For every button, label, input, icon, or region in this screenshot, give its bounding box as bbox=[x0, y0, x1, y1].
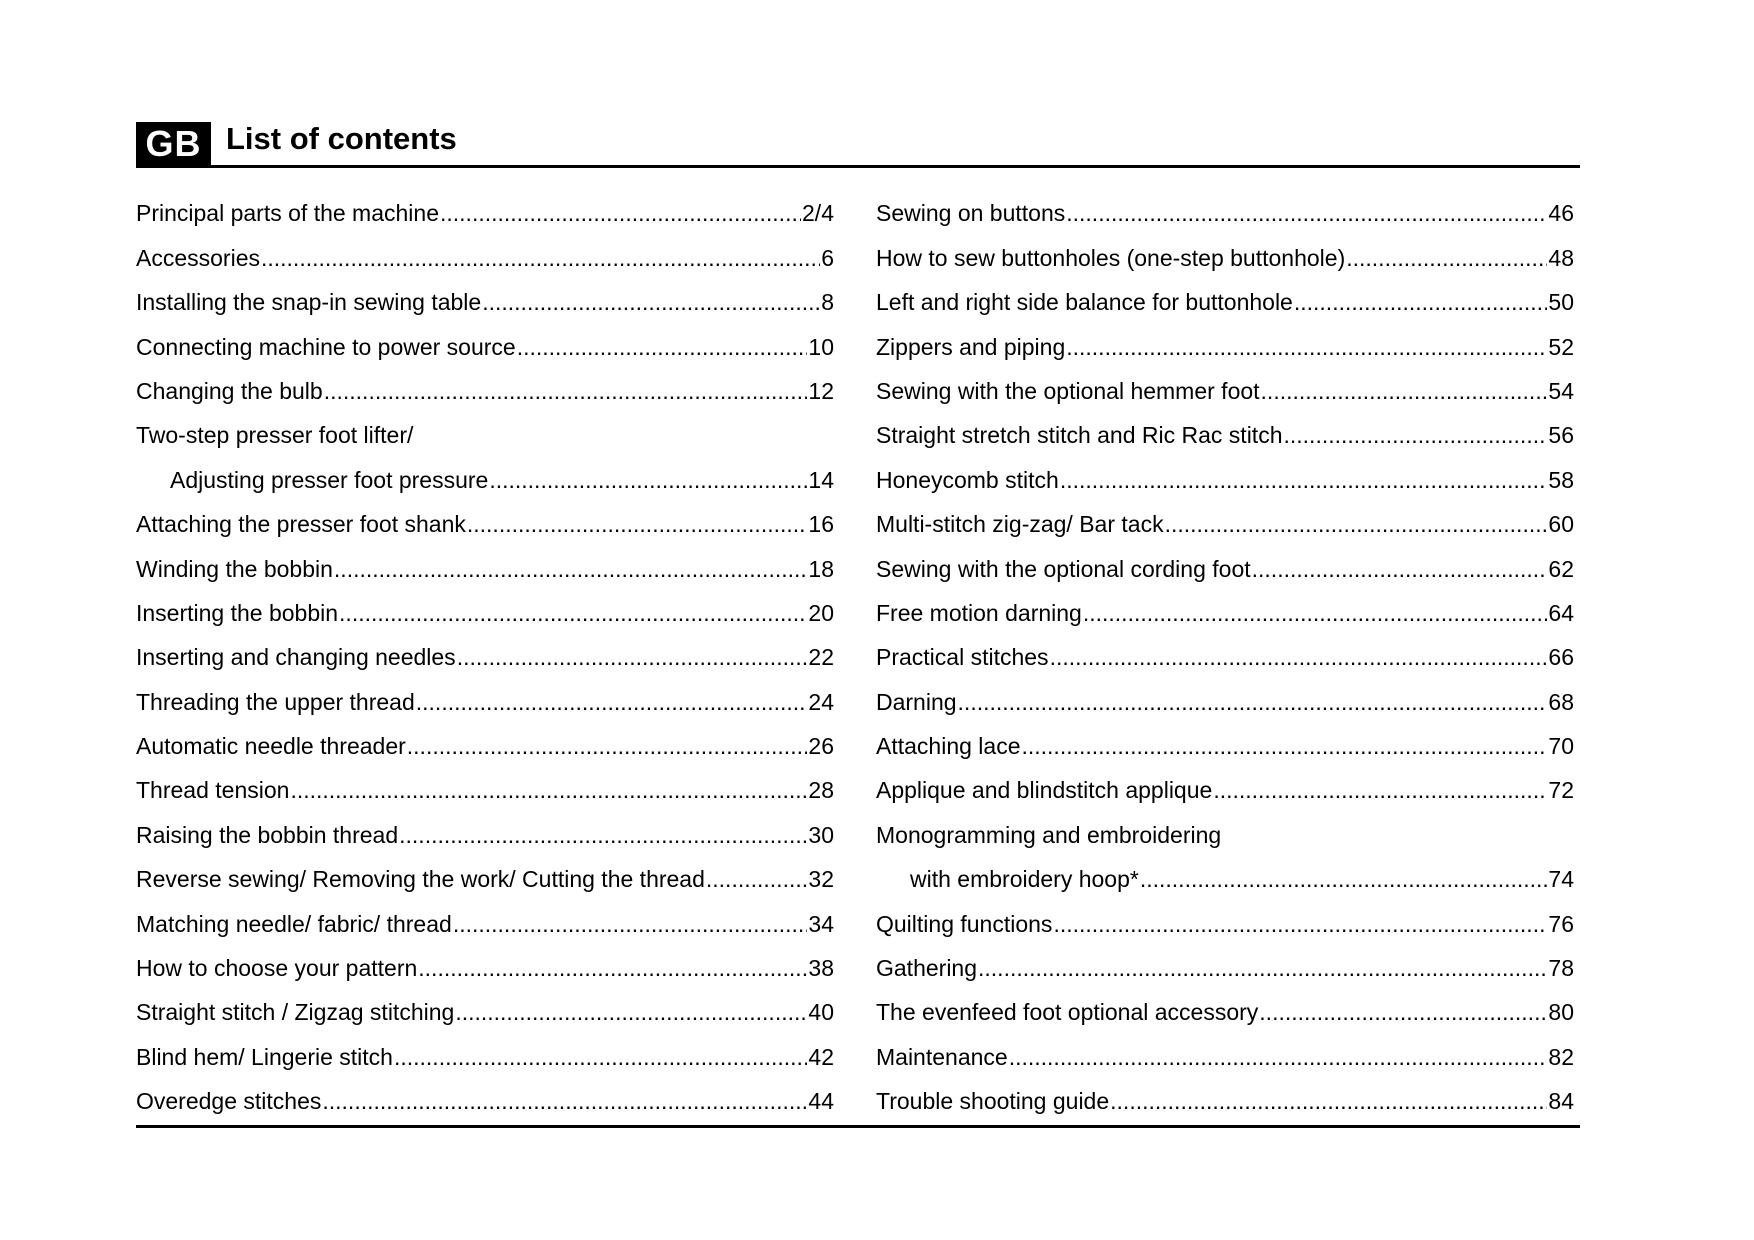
toc-entry-page: 26 bbox=[808, 733, 834, 760]
toc-entry-page: 68 bbox=[1548, 688, 1574, 715]
toc-entry-page: 78 bbox=[1548, 955, 1574, 982]
language-badge: GB bbox=[136, 122, 211, 166]
toc-entry-label: Thread tension bbox=[136, 777, 290, 804]
toc-entry-label: Threading the upper thread bbox=[136, 688, 415, 715]
toc-entry-page: 2/4 bbox=[802, 200, 834, 227]
toc-entry-label: Changing the bulb bbox=[136, 377, 323, 404]
dot-leader bbox=[290, 776, 807, 804]
dot-leader bbox=[1060, 466, 1548, 494]
toc-entry-page: 66 bbox=[1548, 644, 1574, 671]
toc-entry-label: How to choose your pattern bbox=[136, 955, 418, 982]
toc-entry bbox=[876, 675, 1574, 719]
toc-entry-page: 18 bbox=[808, 555, 834, 582]
toc-entry-page: 30 bbox=[808, 821, 834, 848]
dot-leader bbox=[1261, 377, 1548, 405]
toc-entry bbox=[876, 1075, 1574, 1119]
dot-leader bbox=[1259, 998, 1547, 1026]
toc-entry bbox=[876, 897, 1574, 941]
dot-leader bbox=[394, 1043, 807, 1071]
toc-entry bbox=[876, 498, 1574, 542]
toc-entry bbox=[876, 453, 1574, 497]
dot-leader bbox=[1140, 865, 1548, 893]
toc-entry-page: 62 bbox=[1548, 555, 1574, 582]
toc-entry-page: 12 bbox=[808, 377, 834, 404]
dot-leader bbox=[457, 643, 808, 671]
toc-entry bbox=[136, 498, 834, 542]
toc-entry-page: 48 bbox=[1548, 244, 1574, 271]
toc-entry bbox=[876, 542, 1574, 586]
toc-entry-label: Attaching lace bbox=[876, 733, 1021, 760]
toc-column-right bbox=[876, 187, 1574, 1119]
toc-entry bbox=[136, 320, 834, 364]
toc-entry-page: 54 bbox=[1548, 377, 1574, 404]
toc-entry-label: Inserting and changing needles bbox=[136, 644, 456, 671]
dot-leader bbox=[334, 555, 807, 583]
dot-leader bbox=[1284, 421, 1548, 449]
toc-entry-page: 14 bbox=[808, 466, 834, 493]
toc-entry-label: Straight stitch / Zigzag stitching bbox=[136, 999, 455, 1026]
toc-entry bbox=[136, 187, 834, 231]
toc-entry-label: Connecting machine to power source bbox=[136, 333, 516, 360]
toc-entry bbox=[136, 631, 834, 675]
toc-entry bbox=[876, 320, 1574, 364]
toc-entry-page: 16 bbox=[808, 511, 834, 538]
toc-entry-label: Winding the bobbin bbox=[136, 555, 333, 582]
toc-entry bbox=[136, 542, 834, 586]
toc-entry-label: Sewing with the optional hemmer foot bbox=[876, 377, 1260, 404]
dot-leader bbox=[407, 732, 808, 760]
toc-entry-page: 22 bbox=[808, 644, 834, 671]
dot-leader bbox=[706, 865, 808, 893]
toc-entry-label: Overedge stitches bbox=[136, 1088, 322, 1115]
dot-leader bbox=[261, 244, 820, 272]
toc-entry-label: The evenfeed foot optional accessory bbox=[876, 999, 1259, 1026]
toc-entry bbox=[876, 853, 1574, 897]
dot-leader bbox=[978, 954, 1547, 982]
toc-entry-page: 50 bbox=[1548, 289, 1574, 316]
toc-entry-page: 40 bbox=[808, 999, 834, 1026]
toc-entry bbox=[876, 808, 1574, 852]
toc-entry-label: Installing the snap-in sewing table bbox=[136, 289, 482, 316]
toc-entry-label: Inserting the bobbin bbox=[136, 599, 339, 626]
toc-entry-page: 52 bbox=[1548, 333, 1574, 360]
toc-entry-page: 70 bbox=[1548, 733, 1574, 760]
toc-entry-label: with embroidery hoop* bbox=[910, 866, 1139, 893]
dot-leader bbox=[324, 377, 808, 405]
toc-entry-label: Raising the bobbin thread bbox=[136, 821, 399, 848]
toc-entry bbox=[876, 587, 1574, 631]
toc-entry-label: Principal parts of the machine bbox=[136, 200, 439, 227]
toc-entry-label: Sewing with the optional cording foot bbox=[876, 555, 1251, 582]
toc-entry-page: 20 bbox=[808, 599, 834, 626]
toc-entry bbox=[136, 276, 834, 320]
toc-entry-label: Maintenance bbox=[876, 1043, 1008, 1070]
toc-entry bbox=[876, 720, 1574, 764]
dot-leader bbox=[1213, 776, 1547, 804]
toc-entry-page: 28 bbox=[808, 777, 834, 804]
toc-entry-label: Honeycomb stitch bbox=[876, 466, 1059, 493]
toc-entry-label: Two-step presser foot lifter/ bbox=[136, 422, 414, 449]
dot-leader bbox=[1066, 333, 1547, 361]
toc-entry-label: Free motion darning bbox=[876, 599, 1082, 626]
toc-entry-label: Quilting functions bbox=[876, 910, 1053, 937]
toc-entry-page: 46 bbox=[1548, 200, 1574, 227]
toc-entry-page: 72 bbox=[1548, 777, 1574, 804]
toc-entry bbox=[876, 986, 1574, 1030]
toc-entry bbox=[136, 1030, 834, 1074]
toc-entry bbox=[136, 808, 834, 852]
toc-entry bbox=[136, 942, 834, 986]
dot-leader bbox=[1066, 199, 1547, 227]
toc-entry-label: Matching needle/ fabric/ thread bbox=[136, 910, 452, 937]
toc-entry bbox=[876, 409, 1574, 453]
dot-leader bbox=[418, 954, 807, 982]
dot-leader bbox=[1021, 732, 1547, 760]
dot-leader bbox=[517, 333, 808, 361]
toc-entry-page: 80 bbox=[1548, 999, 1574, 1026]
toc-entry-page: 8 bbox=[821, 289, 834, 316]
toc-entry-label: Straight stretch stitch and Ric Rac stitch bbox=[876, 422, 1283, 449]
toc-entry bbox=[876, 231, 1574, 275]
page-title: List of contents bbox=[226, 121, 457, 156]
toc-entry bbox=[136, 853, 834, 897]
toc-entry-page: 6 bbox=[821, 244, 834, 271]
dot-leader bbox=[399, 821, 807, 849]
toc-entry-page: 58 bbox=[1548, 466, 1574, 493]
toc-entry-label: Trouble shooting guide bbox=[876, 1088, 1110, 1115]
toc-entry-label: Multi-stitch zig-zag/ Bar tack bbox=[876, 511, 1164, 538]
toc-entry-label: Applique and blindstitch applique bbox=[876, 777, 1213, 804]
toc-entry-page: 38 bbox=[808, 955, 834, 982]
toc-entry bbox=[136, 231, 834, 275]
toc-entry-page: 82 bbox=[1548, 1043, 1574, 1070]
toc-entry-label: Left and right side balance for buttonhole bbox=[876, 289, 1293, 316]
toc-entry-label: Monogramming and embroidering bbox=[876, 821, 1222, 848]
toc-entry-page: 32 bbox=[808, 866, 834, 893]
dot-leader bbox=[1294, 288, 1548, 316]
dot-leader bbox=[958, 688, 1548, 716]
toc-entry-label: Practical stitches bbox=[876, 644, 1049, 671]
bottom-rule bbox=[136, 1125, 1580, 1128]
dot-leader bbox=[322, 1087, 807, 1115]
dot-leader bbox=[1165, 510, 1548, 538]
toc-entry-label: Gathering bbox=[876, 955, 978, 982]
toc-entry-label: Attaching the presser foot shank bbox=[136, 511, 466, 538]
dot-leader bbox=[467, 510, 808, 538]
dot-leader bbox=[1346, 244, 1547, 272]
toc-entry-page: 84 bbox=[1548, 1088, 1574, 1115]
toc-entry-label: Zippers and piping bbox=[876, 333, 1066, 360]
toc-entry bbox=[876, 1030, 1574, 1074]
dot-leader bbox=[1083, 599, 1548, 627]
dot-leader bbox=[339, 599, 807, 627]
dot-leader bbox=[455, 998, 807, 1026]
toc-entry bbox=[136, 986, 834, 1030]
toc-entry-label: Adjusting presser foot pressure bbox=[170, 466, 489, 493]
toc-entry bbox=[876, 187, 1574, 231]
toc-entry-page: 56 bbox=[1548, 422, 1574, 449]
toc-entry-label: How to sew buttonholes (one-step buttonhole) bbox=[876, 244, 1346, 271]
toc-entry bbox=[136, 897, 834, 941]
toc-entry bbox=[136, 675, 834, 719]
dot-leader bbox=[1252, 555, 1548, 583]
dot-leader bbox=[1009, 1043, 1548, 1071]
dot-leader bbox=[440, 199, 801, 227]
toc-entry-page: 34 bbox=[808, 910, 834, 937]
toc-entry bbox=[876, 942, 1574, 986]
toc-entry bbox=[136, 409, 834, 453]
toc-entry bbox=[876, 365, 1574, 409]
toc-entry-label: Sewing on buttons bbox=[876, 200, 1066, 227]
toc-column-left bbox=[136, 187, 834, 1119]
dot-leader bbox=[489, 466, 807, 494]
toc-entry bbox=[136, 1075, 834, 1119]
toc-entry-page: 74 bbox=[1548, 866, 1574, 893]
toc-header bbox=[136, 117, 1580, 168]
toc-entry bbox=[876, 276, 1574, 320]
toc-entry-page: 64 bbox=[1548, 599, 1574, 626]
toc-entry bbox=[876, 631, 1574, 675]
toc-entry-label: Darning bbox=[876, 688, 957, 715]
toc-entry-page: 44 bbox=[808, 1088, 834, 1115]
toc-entry-label: Automatic needle threader bbox=[136, 733, 406, 760]
toc-entry bbox=[876, 764, 1574, 808]
dot-leader bbox=[1050, 643, 1548, 671]
toc-entry-page: 24 bbox=[808, 688, 834, 715]
toc-entry-page: 60 bbox=[1548, 511, 1574, 538]
toc-entry bbox=[136, 764, 834, 808]
dot-leader bbox=[1110, 1087, 1547, 1115]
toc-entry bbox=[136, 453, 834, 497]
toc-entry bbox=[136, 587, 834, 631]
toc-entry-label: Reverse sewing/ Removing the work/ Cutting the thread bbox=[136, 866, 705, 893]
toc-entry-page: 76 bbox=[1548, 910, 1574, 937]
toc-entry-label: Blind hem/ Lingerie stitch bbox=[136, 1043, 393, 1070]
dot-leader bbox=[453, 910, 808, 938]
toc-entry-page: 10 bbox=[808, 333, 834, 360]
dot-leader bbox=[1053, 910, 1547, 938]
dot-leader bbox=[482, 288, 820, 316]
toc-entry bbox=[136, 720, 834, 764]
toc-entry-page: 42 bbox=[808, 1043, 834, 1070]
dot-leader bbox=[416, 688, 808, 716]
toc-entry bbox=[136, 365, 834, 409]
toc-entry-label: Accessories bbox=[136, 244, 260, 271]
